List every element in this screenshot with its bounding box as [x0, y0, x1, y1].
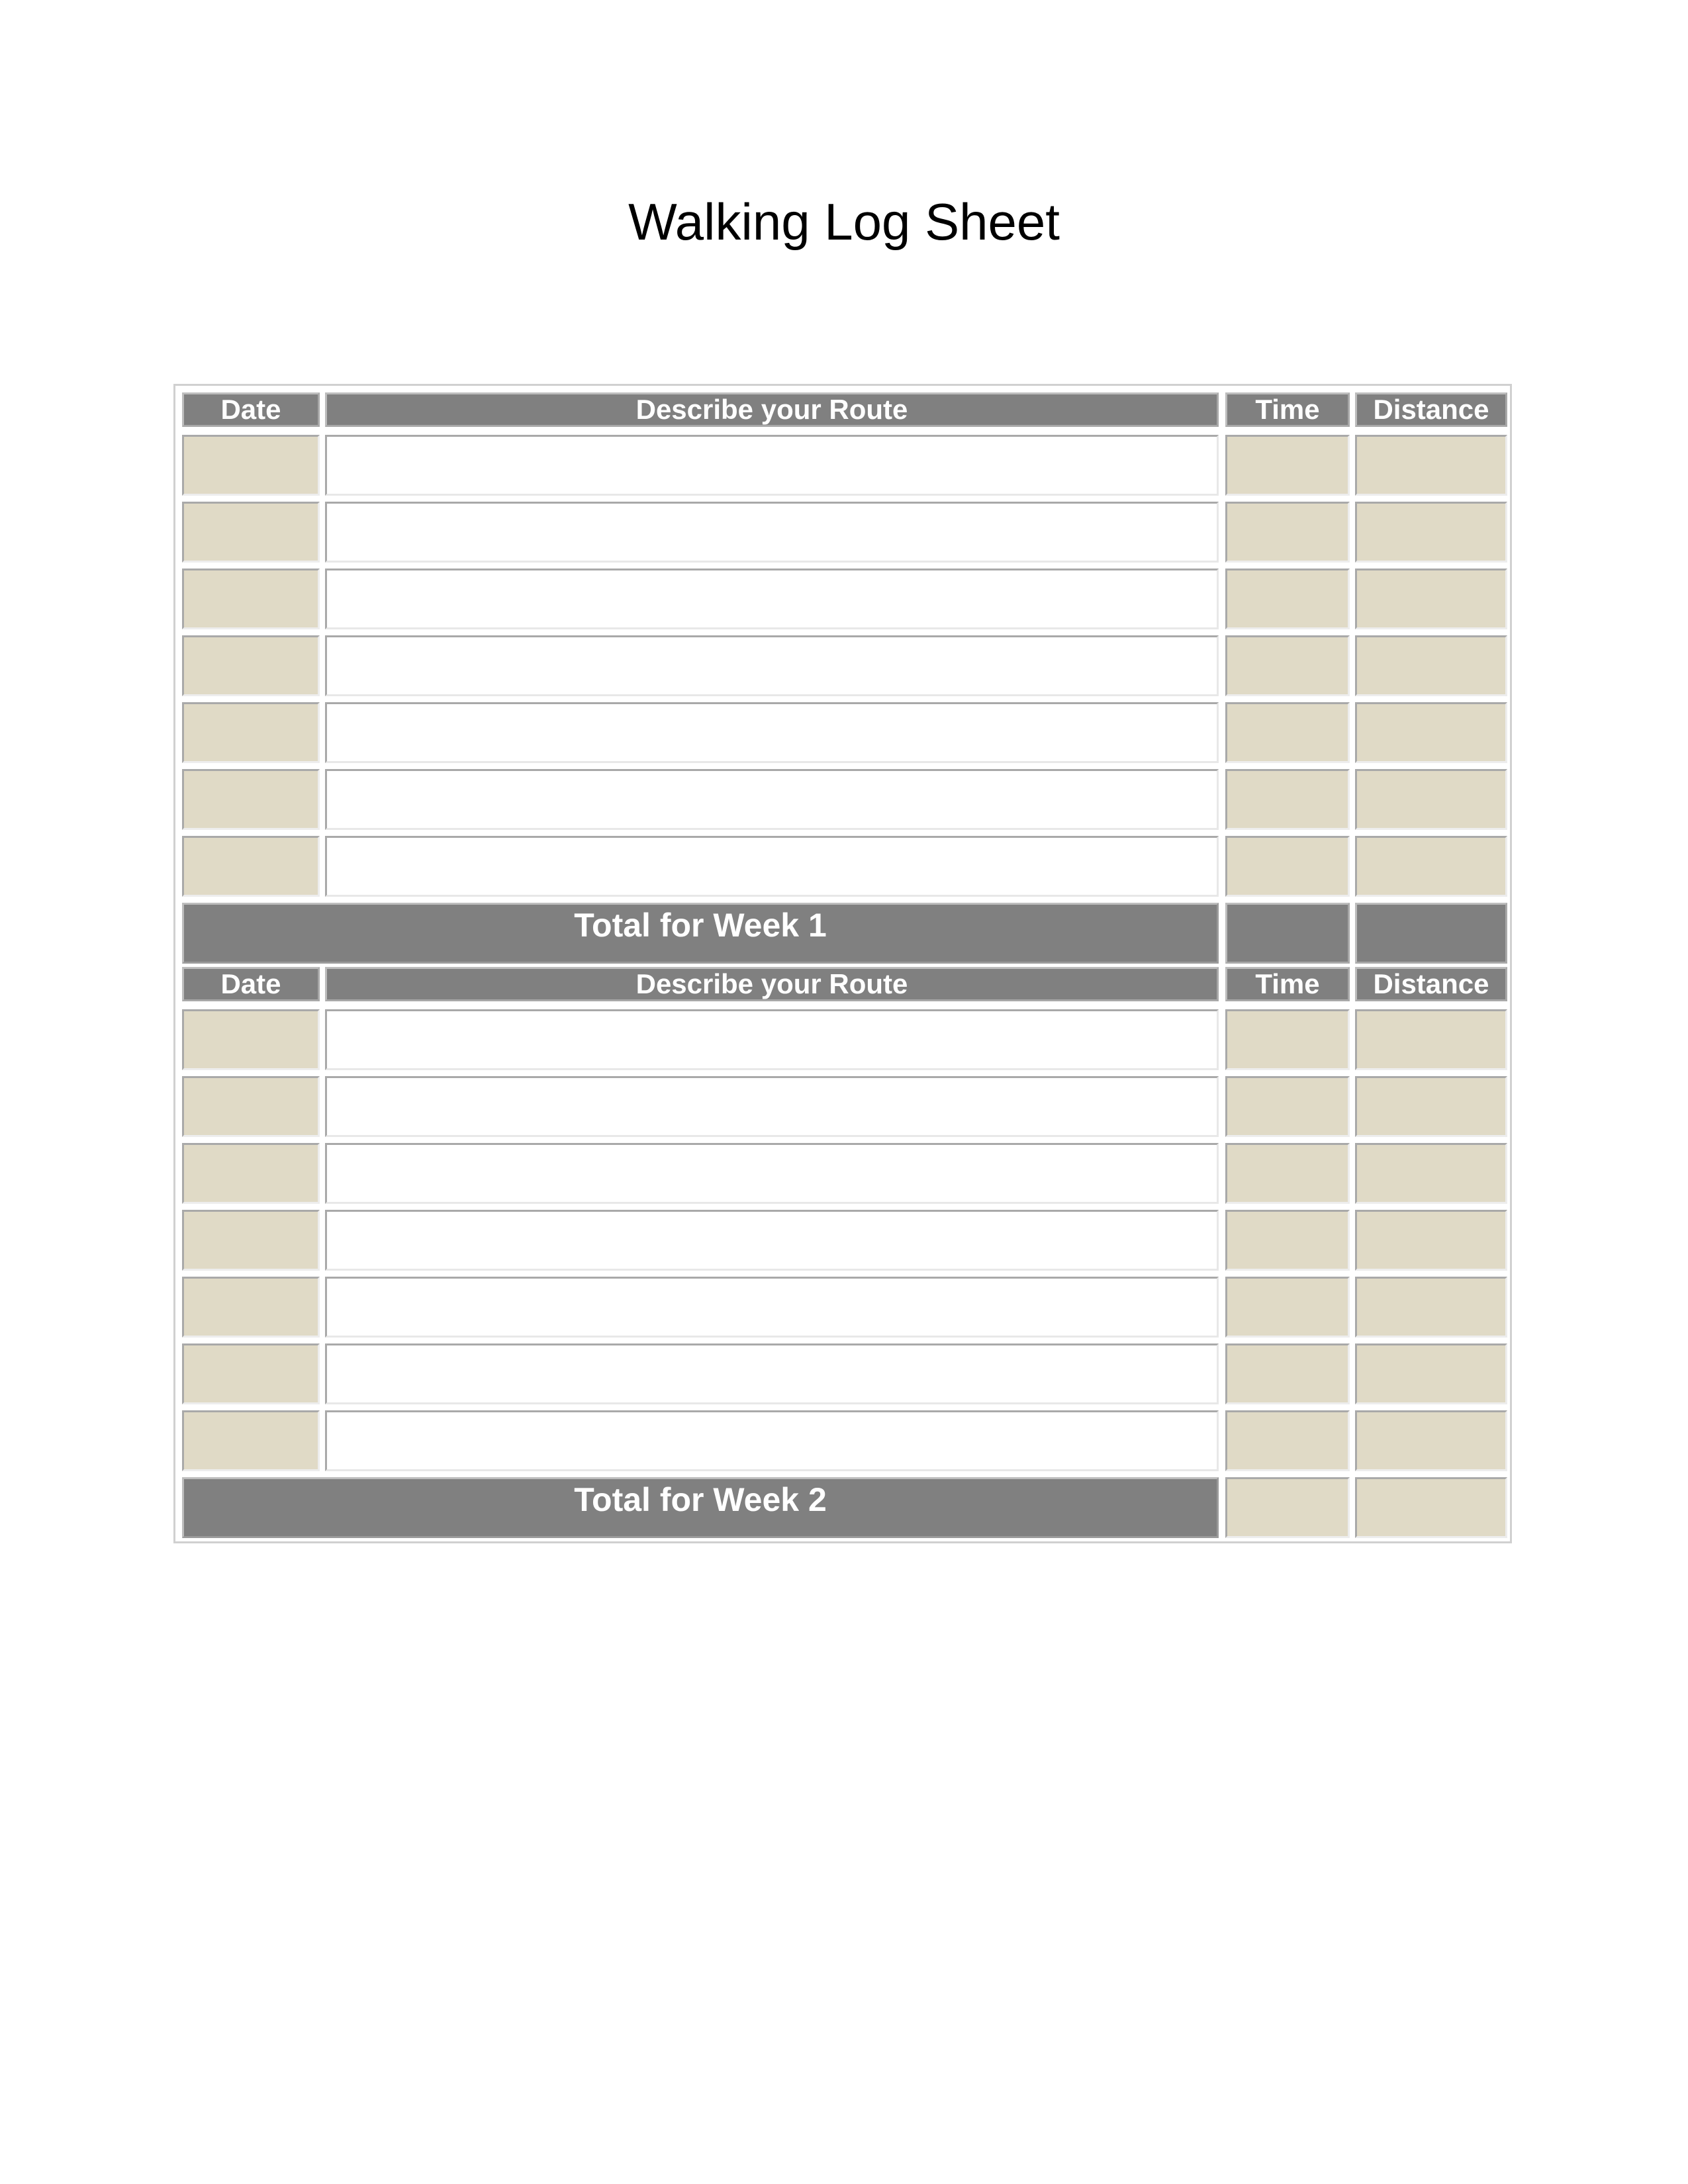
week-1-route-cell[interactable] [325, 502, 1219, 563]
week-2-date-cell[interactable] [182, 1143, 320, 1204]
week-2-time-cell[interactable] [1225, 1210, 1350, 1271]
week-2-date-cell[interactable] [182, 1009, 320, 1070]
week-1-total-time[interactable] [1225, 903, 1350, 964]
week-2-header-distance: Distance [1355, 967, 1507, 1001]
week-1-distance-cell[interactable] [1355, 702, 1507, 763]
week-2-distance-cell[interactable] [1355, 1277, 1507, 1338]
week-2-distance-cell[interactable] [1355, 1009, 1507, 1070]
week-1-header-distance: Distance [1355, 392, 1507, 427]
week-1-date-cell[interactable] [182, 502, 320, 563]
week-2-total-time[interactable] [1225, 1477, 1350, 1538]
week-1-distance-cell[interactable] [1355, 836, 1507, 897]
week-1-distance-cell[interactable] [1355, 502, 1507, 563]
week-1-route-cell[interactable] [325, 635, 1219, 696]
week-1-time-cell[interactable] [1225, 502, 1350, 563]
week-2-distance-cell[interactable] [1355, 1076, 1507, 1137]
week-2-distance-cell[interactable] [1355, 1343, 1507, 1404]
week-2-date-cell[interactable] [182, 1076, 320, 1137]
week-1-distance-cell[interactable] [1355, 435, 1507, 496]
week-1-date-cell[interactable] [182, 702, 320, 763]
week-1-route-cell[interactable] [325, 836, 1219, 897]
week-2-route-cell[interactable] [325, 1009, 1219, 1070]
week-1-total-distance[interactable] [1355, 903, 1507, 964]
week-1-header-route: Describe your Route [325, 392, 1219, 427]
page-title: Walking Log Sheet [628, 193, 1060, 251]
week-2-route-cell[interactable] [325, 1410, 1219, 1471]
week-2-time-cell[interactable] [1225, 1076, 1350, 1137]
week-2-route-cell[interactable] [325, 1277, 1219, 1338]
week-2-route-cell[interactable] [325, 1076, 1219, 1137]
week-2-time-cell[interactable] [1225, 1009, 1350, 1070]
week-2-header-time: Time [1225, 967, 1350, 1001]
week-1-time-cell[interactable] [1225, 635, 1350, 696]
week-1-date-cell[interactable] [182, 635, 320, 696]
week-2-distance-cell[interactable] [1355, 1410, 1507, 1471]
week-2-date-cell[interactable] [182, 1210, 320, 1271]
week-1-total-label: Total for Week 1 [182, 903, 1219, 964]
week-1-date-cell[interactable] [182, 435, 320, 496]
week-1-route-cell[interactable] [325, 702, 1219, 763]
week-2-distance-cell[interactable] [1355, 1210, 1507, 1271]
week-1-date-cell[interactable] [182, 769, 320, 830]
week-1-header-date: Date [182, 392, 320, 427]
week-2-time-cell[interactable] [1225, 1343, 1350, 1404]
week-2-total-label: Total for Week 2 [182, 1477, 1219, 1538]
week-2-total-distance[interactable] [1355, 1477, 1507, 1538]
week-1-time-cell[interactable] [1225, 836, 1350, 897]
week-2-header-date: Date [182, 967, 320, 1001]
week-2-time-cell[interactable] [1225, 1410, 1350, 1471]
week-2-date-cell[interactable] [182, 1343, 320, 1404]
week-2-date-cell[interactable] [182, 1410, 320, 1471]
week-1-distance-cell[interactable] [1355, 569, 1507, 629]
week-2-date-cell[interactable] [182, 1277, 320, 1338]
week-1-time-cell[interactable] [1225, 569, 1350, 629]
week-2-time-cell[interactable] [1225, 1143, 1350, 1204]
week-2-route-cell[interactable] [325, 1343, 1219, 1404]
week-1-distance-cell[interactable] [1355, 635, 1507, 696]
week-2-time-cell[interactable] [1225, 1277, 1350, 1338]
week-2-route-cell[interactable] [325, 1143, 1219, 1204]
week-1-date-cell[interactable] [182, 836, 320, 897]
week-1-route-cell[interactable] [325, 435, 1219, 496]
week-1-time-cell[interactable] [1225, 435, 1350, 496]
week-2-header-route: Describe your Route [325, 967, 1219, 1001]
week-1-header-time: Time [1225, 392, 1350, 427]
week-1-route-cell[interactable] [325, 569, 1219, 629]
week-1-route-cell[interactable] [325, 769, 1219, 830]
walking-log-table [173, 384, 1512, 1543]
week-1-time-cell[interactable] [1225, 702, 1350, 763]
week-1-date-cell[interactable] [182, 569, 320, 629]
week-1-distance-cell[interactable] [1355, 769, 1507, 830]
week-2-distance-cell[interactable] [1355, 1143, 1507, 1204]
week-2-route-cell[interactable] [325, 1210, 1219, 1271]
week-1-time-cell[interactable] [1225, 769, 1350, 830]
